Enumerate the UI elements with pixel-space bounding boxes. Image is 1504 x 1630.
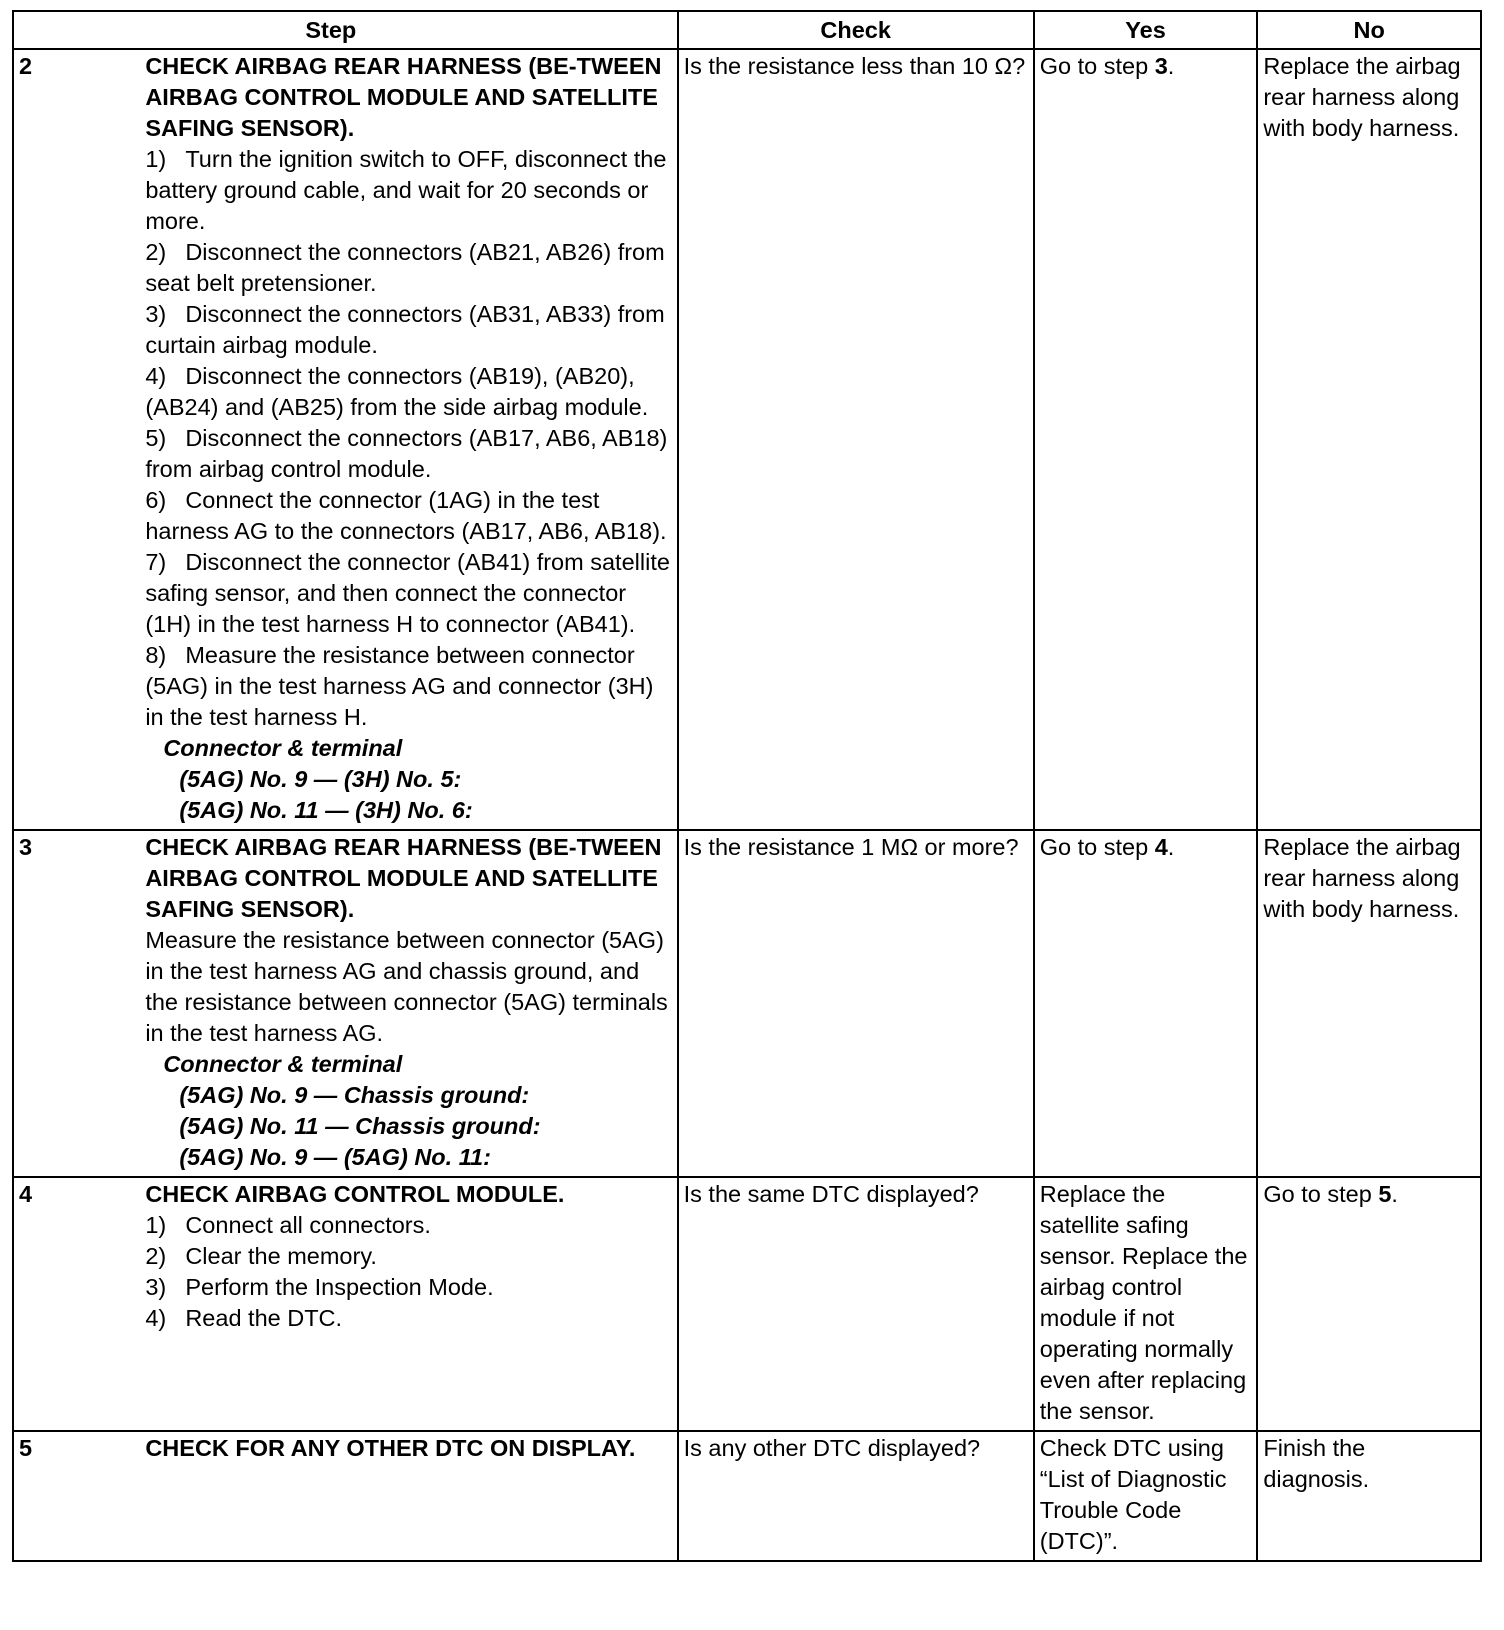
instruction-item: 3) Disconnect the connectors (AB31, AB33) from curtain airbag module. bbox=[145, 301, 665, 358]
no-cell: Replace the airbag rear harness along with body harness. bbox=[1257, 830, 1481, 1177]
step-reference: 3 bbox=[1154, 53, 1168, 79]
diagnostic-table bbox=[12, 10, 1482, 1562]
check-cell: Is the resistance 1 MΩ or more? bbox=[678, 830, 1034, 1177]
connector-terminal-label: Connector & terminal bbox=[163, 1051, 403, 1077]
check-cell: Is any other DTC displayed? bbox=[678, 1431, 1034, 1561]
table-row-step-5 bbox=[13, 1431, 1481, 1561]
connector-terminal-item: (5AG) No. 9 — Chassis ground: bbox=[179, 1082, 530, 1108]
header-step-number bbox=[13, 11, 140, 49]
step-paragraph: Measure the resistance between connector (5AG) in the test harness AG and chassis ground, and the resistance between connector (5AG) terminals in the test harness AG. bbox=[145, 927, 668, 1046]
connector-terminal-item: (5AG) No. 11 — (3H) No. 6: bbox=[179, 797, 473, 823]
step-title: CHECK AIRBAG REAR HARNESS (BE-TWEEN AIRBAG CONTROL MODULE AND SATELLITE SAFING SENSOR). bbox=[145, 834, 662, 922]
step-number: 5 bbox=[13, 1431, 140, 1561]
table-row-step-4 bbox=[13, 1177, 1481, 1431]
step-cell bbox=[140, 830, 677, 1177]
instruction-item: 4) Read the DTC. bbox=[145, 1305, 343, 1331]
no-cell: Replace the airbag rear harness along with body harness. bbox=[1257, 49, 1481, 830]
no-cell: Go to step 5. bbox=[1257, 1177, 1481, 1431]
yes-cell: Replace the satellite safing sensor. Replace the airbag control module if not operating normally even after replacing the sensor. bbox=[1034, 1177, 1258, 1431]
step-title: CHECK AIRBAG CONTROL MODULE. bbox=[145, 1181, 565, 1207]
instruction-item: 7) Disconnect the connector (AB41) from satellite safing sensor, and then connect the connector (1H) in the test harness H to connector (AB41). bbox=[145, 549, 670, 637]
step-cell bbox=[140, 49, 677, 830]
instruction-item: 2) Clear the memory. bbox=[145, 1243, 377, 1269]
header-yes: Yes bbox=[1034, 11, 1258, 49]
step-number: 4 bbox=[13, 1177, 140, 1431]
yes-cell: Check DTC using “List of Diagnostic Trouble Code (DTC)”. bbox=[1034, 1431, 1258, 1561]
table-row-step-3 bbox=[13, 830, 1481, 1177]
connector-terminal-item: (5AG) No. 11 — Chassis ground: bbox=[179, 1113, 541, 1139]
step-cell bbox=[140, 1177, 677, 1431]
check-cell: Is the resistance less than 10 Ω? bbox=[678, 49, 1034, 830]
instruction-item: 8) Measure the resistance between connector (5AG) in the test harness AG and connector (3H) in the test harness H. bbox=[145, 642, 654, 730]
step-number: 3 bbox=[13, 830, 140, 1177]
connector-terminal-label: Connector & terminal bbox=[163, 735, 403, 761]
instruction-item: 1) Turn the ignition switch to OFF, disconnect the battery ground cable, and wait for 20 seconds or more. bbox=[145, 146, 667, 234]
step-number: 2 bbox=[13, 49, 140, 830]
step-cell bbox=[140, 1431, 677, 1561]
table-row-step-2 bbox=[13, 49, 1481, 830]
header-step: Step bbox=[140, 11, 677, 49]
instruction-item: 4) Disconnect the connectors (AB19), (AB20), (AB24) and (AB25) from the side airbag module. bbox=[145, 363, 649, 420]
header-row bbox=[13, 11, 1481, 49]
check-cell: Is the same DTC displayed? bbox=[678, 1177, 1034, 1431]
header-check: Check bbox=[678, 11, 1034, 49]
step-title: CHECK FOR ANY OTHER DTC ON DISPLAY. bbox=[145, 1435, 636, 1461]
step-title: CHECK AIRBAG REAR HARNESS (BE-TWEEN AIRBAG CONTROL MODULE AND SATELLITE SAFING SENSOR). bbox=[145, 53, 662, 141]
header-no: No bbox=[1257, 11, 1481, 49]
yes-cell: Go to step 4. bbox=[1034, 830, 1258, 1177]
no-cell: Finish the diagnosis. bbox=[1257, 1431, 1481, 1561]
step-reference: 4 bbox=[1154, 834, 1168, 860]
connector-terminal-item: (5AG) No. 9 — (3H) No. 5: bbox=[179, 766, 462, 792]
instruction-item: 6) Connect the connector (1AG) in the test harness AG to the connectors (AB17, AB6, AB18). bbox=[145, 487, 667, 544]
step-reference: 5 bbox=[1378, 1181, 1392, 1207]
instruction-item: 2) Disconnect the connectors (AB21, AB26) from seat belt pretensioner. bbox=[145, 239, 665, 296]
instruction-item: 1) Connect all connectors. bbox=[145, 1212, 431, 1238]
connector-terminal-item: (5AG) No. 9 — (5AG) No. 11: bbox=[179, 1144, 491, 1170]
yes-cell: Go to step 3. bbox=[1034, 49, 1258, 830]
instruction-item: 5) Disconnect the connectors (AB17, AB6, AB18) from airbag control module. bbox=[145, 425, 668, 482]
instruction-item: 3) Perform the Inspection Mode. bbox=[145, 1274, 494, 1300]
